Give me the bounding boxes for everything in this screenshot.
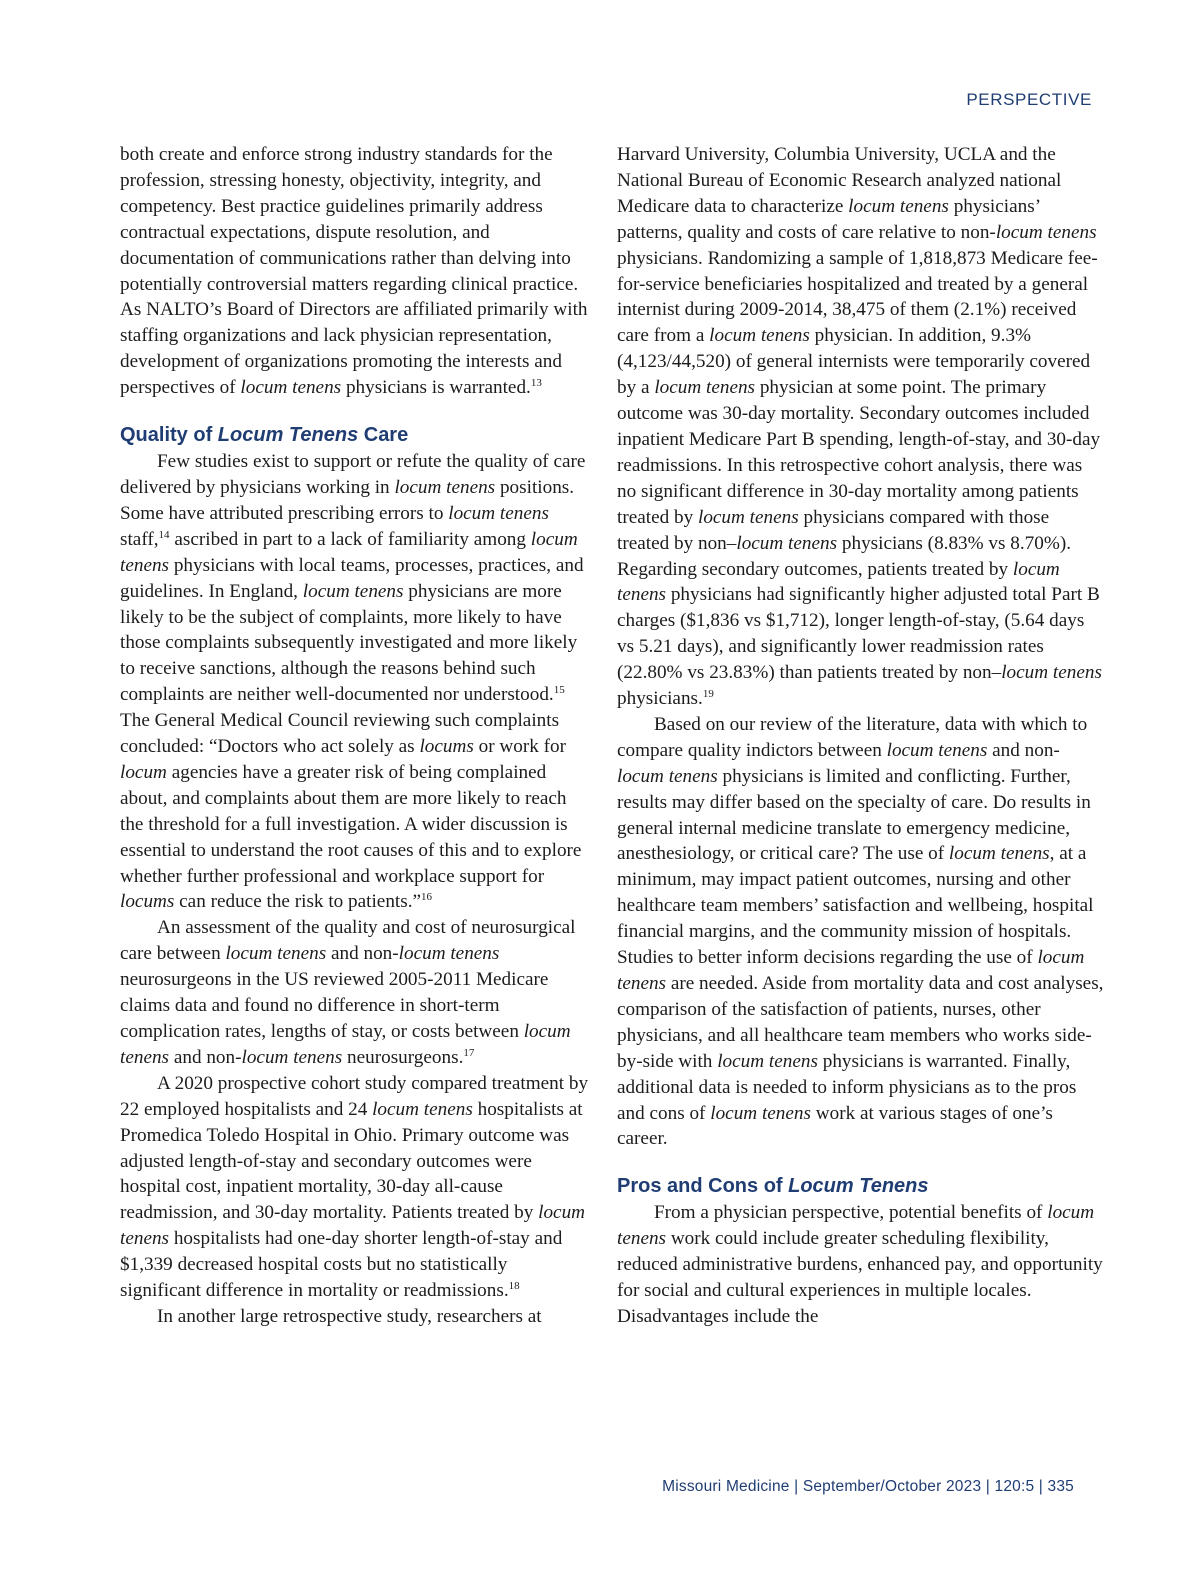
paragraph: From a physician perspective, potential benefits of locum tenens work could include greater scheduling flexibility, reduced administrative burdens, enhanced pay, and opportunity for social and cultural experiences in multiple locales. Disadvantages include the — [617, 1202, 1103, 1327]
right-column — [617, 142, 1104, 1330]
left-column — [120, 142, 592, 1330]
paragraph: Harvard University, Columbia University, UCLA and the National Bureau of Economic Research analyzed national Medicare data to characterize locum tenens physicians’ patterns, quality and costs of care relative to non-locum tenens physicians. Randomizing a sample of 1,818,873 Medicare fee-for-service beneficiaries hospitalized and treated by a general internist during 2009-2014, 38,475 of them (2.1%) received care from a locum tenens physician. In addition, 9.3% (4,123/44,520) of general internists were temporarily covered by a locum tenens physician at some point. The primary outcome was 30-day mortality. Secondary outcomes included inpatient Medicare Part B spending, length-of-stay, and 30-day readmissions. In this retrospective cohort analysis, there was no significant difference in 30-day mortality among patients treated by locum tenens physicians compared with those treated by non–locum tenens physicians (8.83% vs 8.70%). Regarding secondary outcomes, patients treated by locum tenens physicians had significantly higher adjusted total Part B charges ($1,836 vs $1,712), longer length-of-stay, (5.64 days vs 5.21 days), and significantly lower readmission rates (22.80% vs 23.83%) than patients treated by non–locum tenens physicians.$^{19}$ — [617, 144, 1102, 710]
section-label: PERSPECTIVE — [966, 90, 1092, 109]
paragraph: both create and enforce strong industry standards for the profession, stressing honesty, objectivity, integrity, and competency. Best practice guidelines primarily address contractual expectations, dispute resolution, and documentation of communications rather than delving into potentially controversial matters regarding clinical practice. As NALTO’s Board of Directors are affiliated primarily with staffing organizations and lack physician representation, development of organizations promoting the interests and perspectives of locum tenens physicians is warranted.$^{13}$ — [120, 144, 588, 399]
paragraph: An assessment of the quality and cost of neurosurgical care between locum tenens and non-locum tenens neurosurgeons in the US reviewed 2005-2011 Medicare claims data and found no difference in short-term complication rates, lengths of stay, or costs between locum tenens and non-locum tenens neurosurgeons.$^{17}$ — [120, 917, 576, 1068]
page-footer: Missouri Medicine | September/October 2023 | 120:5 | 335 — [662, 1478, 1074, 1495]
paragraph: In another large retrospective study, researchers at — [157, 1305, 542, 1327]
paragraph: A 2020 prospective cohort study compared treatment by 22 employed hospitalists and 24 locum tenens hospitalists at Promedica Toledo Hospital in Ohio. Primary outcome was adjusted length-of-stay and secondary outcomes were hospital cost, inpatient mortality, 30-day all-cause readmission, and 30-day mortality. Patients treated by locum tenens hospitalists had one-day shorter length-of-stay and $1,339 decreased hospital costs but no statistically significant difference in mortality or readmissions.$^{18}$ — [120, 1072, 589, 1302]
paragraph: Based on our review of the literature, data with which to compare quality indictors between locum tenens and non-locum tenens physicians is limited and conflicting. Further, results may differ based on the specialty of care. Do results in general internal medicine translate to emergency medicine, anesthesiology, or critical care? The use of locum tenens, at a minimum, may impact patient outcomes, nursing and other healthcare team members’ satisfaction and wellbeing, hospital financial margins, and the community mission of hospitals. Studies to better inform decisions regarding the use of locum tenens are needed. Aside from mortality data and cost analyses, comparison of the satisfaction of patients, nurses, other physicians, and all healthcare team members who works side-by-side with locum tenens physicians is warranted. Finally, additional data is needed to inform physicians as to the pros and cons of locum tenens work at various stages of one’s career. — [617, 713, 1104, 1150]
section-heading-quality: Quality of Locum Tenens Care — [120, 424, 409, 447]
section-heading-pros-cons: Pros and Cons of Locum Tenens — [617, 1175, 929, 1198]
paragraph: Few studies exist to support or refute the quality of care delivered by physicians working in locum tenens positions. Some have attributed prescribing errors to locum tenens staff,$^{14}$ ascribed in part to a lack of familiarity among locum tenens physicians with local teams, processes, practices, and guidelines. In England, locum tenens physicians are more likely to be the subject of complaints, more likely to have those complaints subsequently investigated and more likely to receive sanctions, although the reasons behind such complaints are neither well-documented nor understood.$^{15}$ The General Medical Council reviewing such complaints concluded: “Doctors who act solely as locums or work for locum agencies have a greater risk of being complained about, and complaints about them are more likely to reach the threshold for a full investigation. A wider discussion is essential to understand the root causes of this and to explore whether further professional and workplace support for locums can reduce the risk to patients.”$^{16}$ — [120, 451, 586, 913]
